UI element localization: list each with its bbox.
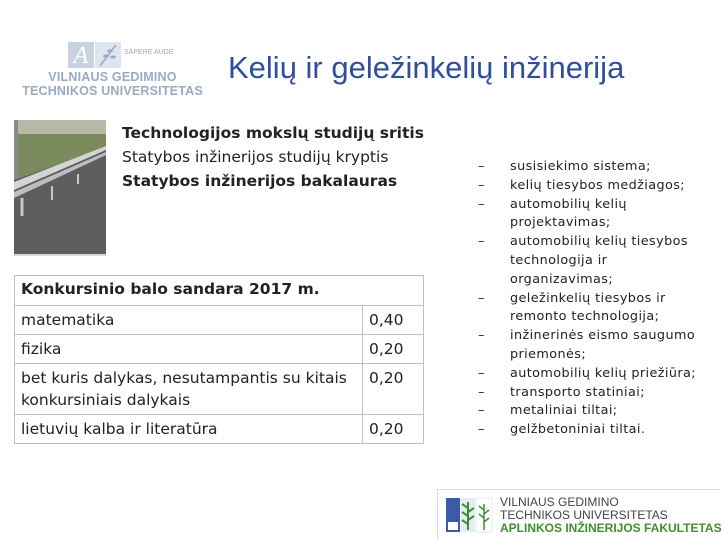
svg-text:A: A bbox=[73, 43, 89, 69]
faculty-logo-line1: VILNIAUS GEDIMINO bbox=[500, 495, 619, 509]
dash-marker: – bbox=[478, 365, 485, 381]
list-item bbox=[478, 384, 710, 403]
score-table-title: Konkursinio balo sandara 2017 m. bbox=[14, 275, 424, 305]
list-item-text: kelių tiesybos medžiagos; bbox=[510, 177, 685, 193]
list-item bbox=[478, 421, 710, 440]
study-program: Statybos inžinerijos bakalauras bbox=[122, 172, 398, 190]
topics-list bbox=[478, 158, 710, 440]
dash-marker: – bbox=[478, 196, 485, 212]
list-item-text: metaliniai tiltai; bbox=[510, 403, 618, 419]
subject-cell: bet kuris dalykas, nesutampantis su kitais konkursiniais dalykais bbox=[15, 364, 363, 415]
dash-marker: – bbox=[478, 290, 485, 306]
dash-marker: – bbox=[478, 328, 485, 344]
faculty-logo-line2: TECHNIKOS UNIVERSITETAS bbox=[500, 508, 668, 522]
university-emblem-icon bbox=[68, 40, 174, 70]
table-row bbox=[15, 306, 424, 335]
list-item bbox=[478, 196, 710, 234]
table-row bbox=[15, 335, 424, 364]
subject-cell: fizika bbox=[15, 335, 363, 364]
subject-cell: lietuvių kalba ir literatūra bbox=[15, 415, 363, 444]
list-item bbox=[478, 233, 710, 289]
list-item bbox=[478, 290, 710, 328]
dash-marker: – bbox=[478, 234, 485, 250]
list-item-text: inžinerinės eismo saugumo priemonės; bbox=[510, 328, 696, 362]
table-row bbox=[15, 415, 424, 444]
weight-cell: 0,40 bbox=[363, 306, 424, 335]
logo-text-line1: VILNIAUS GEDIMINO bbox=[48, 70, 177, 84]
faculty-logo bbox=[437, 489, 720, 540]
table-row bbox=[15, 364, 424, 415]
road-guardrail-photo bbox=[14, 120, 106, 256]
list-item bbox=[478, 177, 710, 196]
dash-marker: – bbox=[478, 422, 485, 438]
weight-cell: 0,20 bbox=[363, 335, 424, 364]
dash-marker: – bbox=[478, 403, 485, 419]
list-item bbox=[478, 327, 710, 365]
list-item-text: automobilių kelių projektavimas; bbox=[510, 196, 627, 231]
list-item-text: susisiekimo sistema; bbox=[510, 159, 651, 174]
study-field: Technologijos mokslų studijų sritis bbox=[122, 124, 424, 142]
weight-cell: 0,20 bbox=[363, 364, 424, 415]
faculty-logo-line3: APLINKOS INŽINERIJOS FAKULTETAS bbox=[500, 521, 722, 535]
study-direction: Statybos inžinerijos studijų kryptis bbox=[122, 148, 389, 166]
logo-text-line2: TECHNIKOS UNIVERSITETAS bbox=[22, 84, 203, 98]
list-item-text: geležinkelių tiesybos ir remonto technologija; bbox=[510, 290, 666, 325]
faculty-emblem-icon bbox=[446, 498, 494, 534]
list-item-text: automobilių kelių tiesybos technologija ir organizavimas; bbox=[510, 234, 688, 287]
svg-text:SAPERE AUDE: SAPERE AUDE bbox=[124, 49, 174, 56]
list-item-text: transporto statiniai; bbox=[510, 384, 645, 400]
list-item-text: gelžbetoniniai tiltai. bbox=[510, 422, 646, 438]
dash-marker: – bbox=[478, 177, 485, 193]
page-title: Kelių ir geležinkelių inžinerija bbox=[228, 50, 625, 85]
dash-marker: – bbox=[478, 159, 485, 174]
score-table bbox=[14, 305, 424, 444]
study-info bbox=[122, 121, 424, 193]
university-logo bbox=[20, 40, 205, 102]
list-item bbox=[478, 365, 710, 384]
list-item bbox=[478, 158, 710, 177]
list-item-text: automobilių kelių priežiūra; bbox=[510, 365, 696, 381]
dash-marker: – bbox=[478, 384, 485, 400]
subject-cell: matematika bbox=[15, 306, 363, 335]
weight-cell: 0,20 bbox=[363, 415, 424, 444]
list-item bbox=[478, 402, 710, 421]
